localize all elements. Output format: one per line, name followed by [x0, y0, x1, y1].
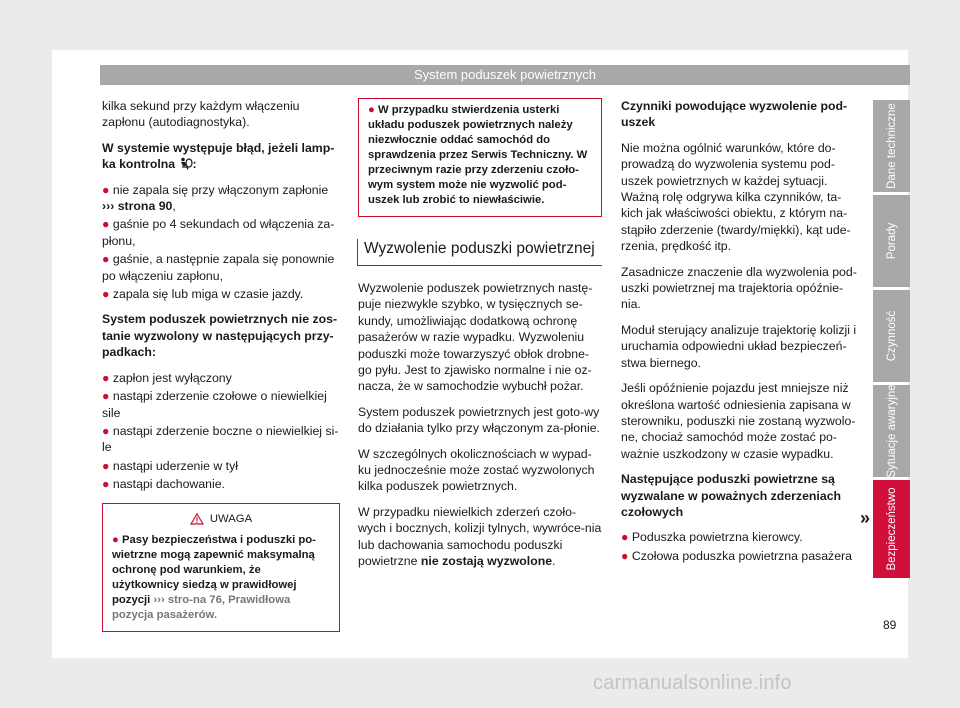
bullet-icon: ●: [621, 530, 629, 545]
chapter-tabs: [873, 100, 910, 581]
bullet-icon: ●: [621, 548, 629, 563]
bullet-icon: ●: [102, 389, 110, 404]
warning-triangle-icon: [190, 513, 204, 525]
bullet-icon: ●: [102, 423, 110, 438]
bullet-icon: ●: [102, 182, 110, 197]
manual-page: [52, 50, 908, 658]
bullet-icon: ●: [102, 477, 110, 492]
list-item: ● nastąpi zderzenie boczne o niewielkiej si-le: [102, 423, 339, 455]
subsection-heading: Czynniki powodujące wyzwolenie pod-uszek: [621, 99, 848, 130]
paragraph: Nie można ogólnić warunków, które do-prowadzą do wyzwolenia systemu pod-uszek powietrznych w każdej sytuacji. Ważną rolę odgrywa kilka czynników, ta-kich jak właściwości obiektu, z którym na-stąpiło zderzenie (twardy/miękki), kąt ude-rzenia, prędkość itp.: [621, 140, 851, 254]
tab-porady[interactable]: Porady: [873, 195, 910, 287]
list-item: ● Poduszka powietrzna kierowcy.: [621, 530, 803, 545]
page-header: System poduszek powietrznych: [100, 65, 910, 85]
fault-heading: W systemie występuje błąd, jeżeli lamp-ka kontrolna :: [102, 140, 335, 172]
column-3: [621, 98, 859, 566]
bullet-icon: ●: [102, 252, 110, 267]
continue-arrow-icon: »: [860, 508, 871, 528]
paragraph: System poduszek powietrznych jest goto-wy do działania tylko przy włączonym za-płonie.: [358, 404, 600, 436]
warning-box-continued: ● W przypadku stwierdzenia usterki układu poduszek powietrznych należy niezwłocznie oddać samochód do sprawdzenia przez Serwis Techniczny. W przeciwnym razie przy zderzeniu czoło-wym system może nie wyzwolić pod-uszek lub zrobić to niewłaściwie.: [358, 98, 602, 217]
list-item: ● Czołowa poduszka powietrzna pasażera: [621, 548, 852, 563]
bullet-icon: ●: [112, 533, 119, 546]
list-item: ● gaśnie, a następnie zapala się ponownie po włączeniu zapłonu,: [102, 252, 335, 283]
tab-dane-techniczne[interactable]: Dane techniczne: [873, 100, 910, 192]
bullet-icon: ●: [102, 287, 110, 302]
warning-tag: UWAGA: [112, 512, 330, 527]
bullet-icon: ●: [102, 217, 110, 232]
subsection-heading: Następujące poduszki powietrzne są wyzwalane w poważnych zderzeniach czołowych: [621, 472, 842, 519]
column-2: [358, 98, 602, 579]
column-1: [102, 98, 340, 632]
paragraph: Wyzwolenie poduszek powietrznych nastę-puje niezwykle szybko, w tysięcznych se-kundy, umożliwiając dodatkową ochronę pasażerów w razie wypadku. Wyzwoleniu poduszki może towarzyszyć obłok drobne-go pyłu. Jest to zjawisko normalne i nie oz-nacza, że w samochodzie wybuchł pożar.: [358, 281, 593, 394]
bullet-icon: ●: [102, 370, 110, 385]
page-reference-link[interactable]: ››› stro-na 76, Prawidłowa pozycja pasażerów.: [112, 593, 291, 621]
tab-bezpieczenstwo[interactable]: Bezpieczeństwo: [873, 480, 910, 578]
airbag-warning-icon: [179, 157, 193, 170]
no-deploy-heading: System poduszek powietrznych nie zos-tanie wyzwolony w następujących przy-padkach:: [102, 312, 338, 360]
list-item: ● nastąpi uderzenie w tył: [102, 458, 238, 473]
list-item: ● nie zapala się przy włączonym zapłonie ››› strona 90,: [102, 182, 329, 214]
page-number: 89: [883, 618, 897, 632]
warning-box: UWAGA ● Pasy bezpieczeństwa i poduszki po-wietrzne mogą zapewnić maksymalną ochronę pod warunkiem, że użytkownicy siedzą w prawidłowej pozycji ››› stro-na 76, Prawidłowa pozycja pasażerów.: [102, 503, 340, 632]
list-item: ● zapłon jest wyłączony: [102, 370, 232, 385]
tab-czynnosc[interactable]: Czynność: [873, 290, 910, 382]
bullet-icon: ●: [368, 104, 375, 116]
paragraph: Jeśli opóźnienie pojazdu jest mniejsze niż określona wartość odniesienia zapisana w sterowniku, poduszki nie zostaną wyzwolo-ne, chociaż samochód może zostać po-ważnie uszkodzony w czasie wypadku.: [621, 381, 856, 461]
list-item: ● zapala się lub miga w czasie jazdy.: [102, 287, 304, 302]
watermark: carmanualsonline.info: [593, 672, 792, 694]
paragraph: Moduł sterujący analizuje trajektorię kolizji i uruchamia odpowiedni układ bezpieczeń-stwa biernego.: [621, 322, 857, 370]
intro-text: kilka sekund przy każdym włączeniu zapłonu (autodiagnostyka).: [102, 99, 300, 130]
paragraph: W szczególnych okolicznościach w wypad-ku jednocześnie może zostać wyzwolonych kilka poduszek powietrznych.: [358, 446, 595, 494]
list-item: ● nastąpi zderzenie czołowe o niewielkiej sile: [102, 389, 327, 420]
list-item: ● nastąpi dachowanie.: [102, 477, 225, 492]
paragraph: W przypadku niewielkich zderzeń czoło-wych i bocznych, kolizji tylnych, wywróce-nia lub dachowania samochodu poduszki powietrzne nie zostają wyzwolone.: [358, 504, 602, 569]
list-item: ● gaśnie po 4 sekundach od włączenia za-płonu,: [102, 217, 335, 248]
section-title: Wyzwolenie poduszki powietrznej: [357, 239, 602, 266]
page-reference-link[interactable]: ››› strona 90: [102, 199, 173, 214]
bullet-icon: ●: [102, 458, 110, 473]
tab-sytuacje-awaryjne[interactable]: Sytuacje awaryjne: [873, 385, 910, 477]
paragraph: Zasadnicze znaczenie dla wyzwolenia pod-uszki powietrznej ma trajektoria opóźnie-nia.: [621, 264, 857, 312]
